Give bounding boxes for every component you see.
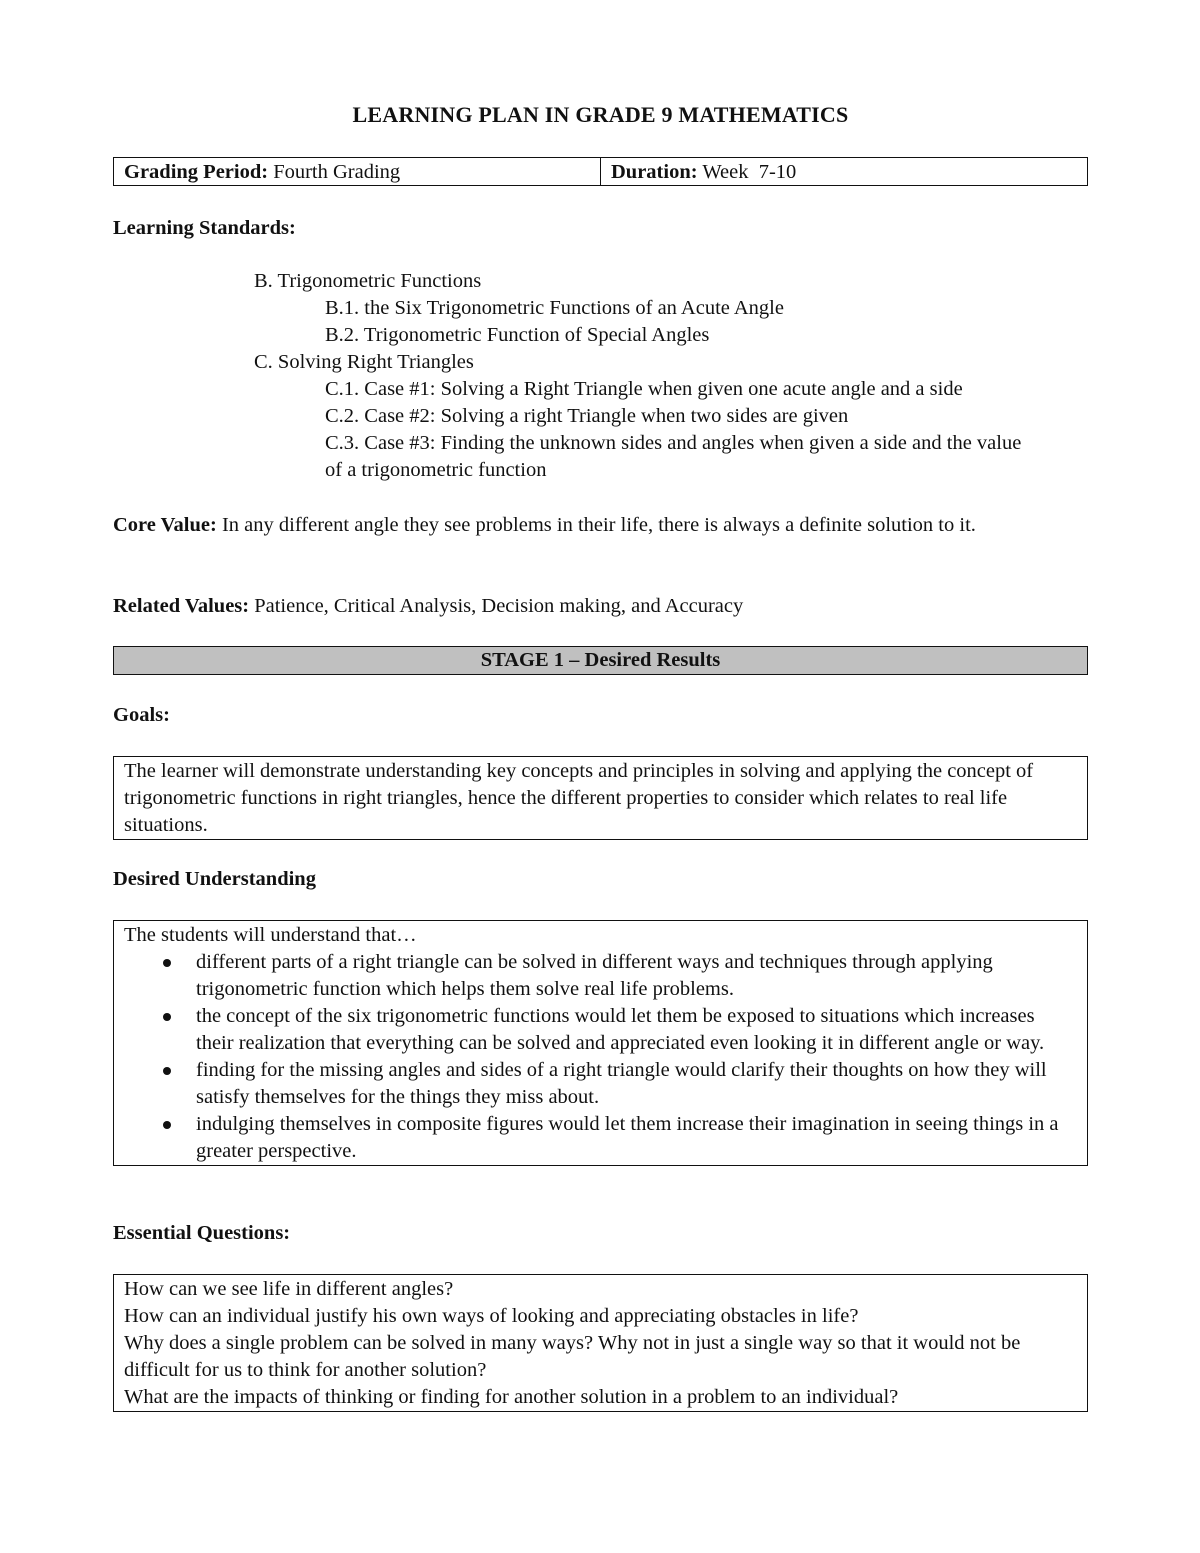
related-values-label: Related Values: <box>113 595 250 617</box>
related-values <box>113 593 1088 620</box>
question-item: How can an individual justify his own ways of looking and appreciating obstacles in life? <box>124 1305 859 1327</box>
stage-1-header: STAGE 1 – Desired Results <box>113 646 1088 675</box>
goals-text: The learner will demonstrate understanding key concepts and principles in solving and applying the concept of trigonometric functions in right triangles, hence the different properties to consider which relates to real life situations. <box>124 760 1034 836</box>
core-value-text: In any different angle they see problems in their life, there is always a definite solution to it. <box>221 514 976 536</box>
list-item <box>124 1003 1077 1057</box>
grading-period-cell <box>114 158 601 185</box>
bullet-text: finding for the missing angles and sides of a right triangle would clarify their thoughts on how they will satisfy themselves for the things they miss about. <box>196 1059 1047 1108</box>
list-item <box>124 949 1077 1003</box>
bullet-icon <box>163 1121 171 1129</box>
learning-standards-list <box>254 268 1074 484</box>
document-title: LEARNING PLAN IN GRADE 9 MATHEMATICS <box>352 102 849 127</box>
related-values-text: Patience, Critical Analysis, Decision making, and Accuracy <box>254 595 744 617</box>
bullet-icon <box>163 1013 171 1021</box>
standard-item: B. Trigonometric Functions <box>254 270 482 292</box>
standard-item: C.1. Case #1: Solving a Right Triangle when given one acute angle and a side <box>325 378 963 400</box>
bullet-icon <box>163 1067 171 1075</box>
standard-item: C.2. Case #2: Solving a right Triangle when two sides are given <box>325 405 849 427</box>
duration-label: Duration: <box>611 161 698 183</box>
bullet-text: indulging themselves in composite figures would let them increase their imagination in seeing things in a greater perspective. <box>196 1113 1059 1162</box>
bullet-icon <box>163 959 171 967</box>
essential-questions-box <box>113 1274 1088 1412</box>
core-value <box>113 512 1088 539</box>
standard-item: B.1. the Six Trigonometric Functions of an Acute Angle <box>325 297 784 319</box>
learning-standards-label: Learning Standards: <box>113 217 296 239</box>
list-item <box>124 1111 1077 1165</box>
bullet-text: different parts of a right triangle can be solved in different ways and techniques through applying trigonometric function which helps them solve real life problems. <box>196 951 993 1000</box>
goals-box <box>113 756 1088 840</box>
header-table <box>113 157 1088 186</box>
core-value-label: Core Value: <box>113 514 217 536</box>
duration-value: Week 7-10 <box>702 161 797 183</box>
question-item: How can we see life in different angles? <box>124 1278 454 1300</box>
desired-understanding-list <box>124 949 1077 1165</box>
grading-period-label: Grading Period: <box>124 161 269 183</box>
grading-period-value: Fourth Grading <box>273 161 401 183</box>
standard-item: B.2. Trigonometric Function of Special Angles <box>325 324 710 346</box>
question-item: What are the impacts of thinking or finding for another solution in a problem to an individual? <box>124 1386 899 1408</box>
question-item: Why does a single problem can be solved in many ways? Why not in just a single way so that it would not be difficult for us to think for another solution? <box>124 1332 1021 1381</box>
standard-item: C. Solving Right Triangles <box>254 351 474 373</box>
standard-item: C.3. Case #3: Finding the unknown sides and angles when given a side and the value of a trigonometric function <box>325 432 1022 481</box>
essential-questions-label: Essential Questions: <box>113 1222 291 1244</box>
list-item <box>124 1057 1077 1111</box>
bullet-text: the concept of the six trigonometric functions would let them be exposed to situations which increases their realization that everything can be solved and appreciated even looking it in different angle or way. <box>196 1005 1045 1054</box>
desired-understanding-box <box>113 920 1088 1166</box>
desired-understanding-intro: The students will understand that… <box>124 924 417 946</box>
duration-cell <box>601 158 1087 185</box>
goals-label: Goals: <box>113 704 170 726</box>
desired-understanding-label: Desired Understanding <box>113 868 316 890</box>
